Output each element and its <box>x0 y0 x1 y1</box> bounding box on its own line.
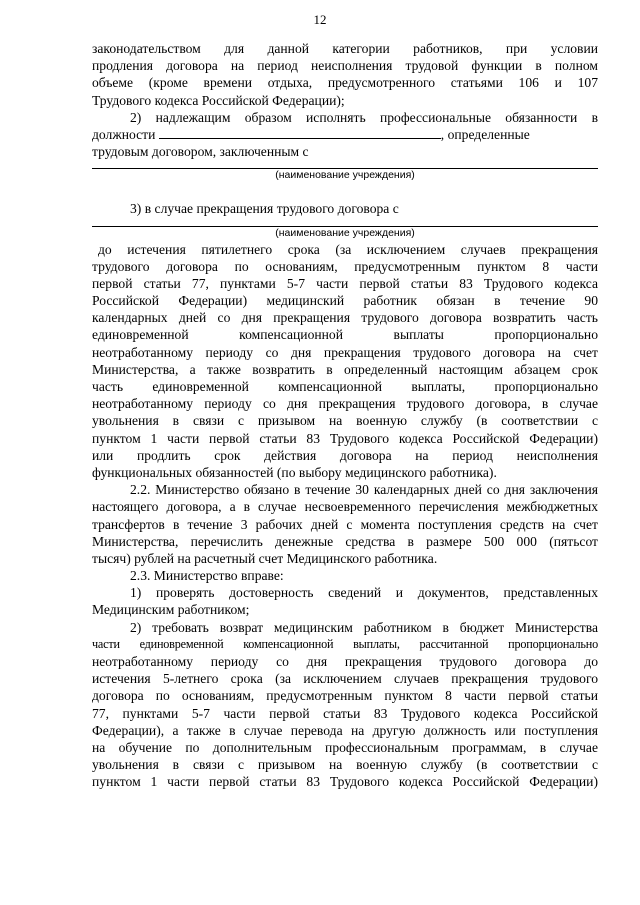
page-number: 12 <box>313 12 327 27</box>
section-heading: 2.3. Министерство вправе: <box>130 568 284 584</box>
text-line: пунктом 1 части первой статьи 83 Трудового кодекса Российской Федерации) <box>92 774 598 790</box>
text-line: 2.2. Министерство обязано в течение 30 календарных дней со дня заключения <box>130 482 598 498</box>
text-line: первой статьи 77, пунктами 5-7 части первой статьи 83 Трудового кодекса <box>92 275 598 291</box>
text-line: настоящего договора, а в случае несвоевременного перечисления межбюджетных <box>92 499 598 515</box>
text-line: Федерации), а также в случае перевода на другую должность или поступления <box>92 722 598 738</box>
text-line: Министерства, а также возвратить в определенный настоящим абзацем срок <box>92 361 598 377</box>
text-line: 2) требовать возврат медицинским работником в бюджет Министерства <box>130 619 598 635</box>
item-2-3-2 <box>92 619 598 791</box>
position-label: должности <box>92 126 156 142</box>
text-line: Медицинским работником; <box>92 602 250 618</box>
text-line: увольнения в связи с призывом на военную службу (в соответствии с <box>92 757 598 773</box>
text-line: договора по основаниям, предусмотренным пунктом 8 части первой статьи <box>92 688 598 704</box>
text-line: неотработанному периоду со дня прекращения трудового договора, в случае <box>92 396 598 412</box>
text-line: трудовым договором, заключенным с <box>92 144 309 160</box>
text-line: продления договора на период неисполнения трудовой функции в полном <box>92 58 598 74</box>
text-line: части единовременной компенсационной выплаты, рассчитанной пропорционально <box>92 636 598 651</box>
text-line: Трудового кодекса Российской Федерации); <box>92 92 345 108</box>
text-line: или продлить срок действия договора на период неисполнения <box>92 447 598 463</box>
text-line: неотработанному периоду со дня прекращения трудового договора до <box>92 654 598 669</box>
text-line: 1) проверять достоверность сведений и документов, представленных <box>130 585 598 601</box>
text-line: тысяч) рублей на расчетный счет Медицинского работника. <box>92 550 438 566</box>
text-line: истечения 5-летнего срока (за исключением случаев прекращения трудового <box>92 671 598 687</box>
text-line: законодательством для данной категории работников, при условии <box>92 41 598 56</box>
text-line: функциональных обязанностей (по выбору медицинского работника). <box>92 464 497 480</box>
text-line: трансфертов в течение 3 рабочих дней с момента поступления средств на счет <box>92 516 598 532</box>
position-blank-field <box>159 126 441 139</box>
item-2-3-1 <box>92 584 598 618</box>
text-line: Министерства, перечислить денежные средства в размере 500 000 (пятьсот <box>92 533 598 549</box>
position-line <box>92 126 598 143</box>
heading-2-3 <box>92 567 598 584</box>
position-suffix: , определенные <box>440 126 530 142</box>
text-line: 77, пунктами 5-7 части первой статьи 83 Трудового кодекса Российской <box>92 705 598 721</box>
text-line: на обучение по дополнительным профессиональным программам, в случае <box>92 739 598 755</box>
text-line: увольнения в связи с призывом на военную службу (в соответствии с <box>92 413 598 429</box>
text-line: трудового договора по основаниям, предусмотренным пунктом 8 части <box>92 258 598 274</box>
text-line: 3) в случае прекращения трудового договора с <box>130 201 399 217</box>
paragraph-termination-terms <box>92 241 598 482</box>
institution-caption: (наименование учреждения) <box>275 226 415 239</box>
text-line: календарных дней со дня прекращения трудового договора возвратить часть <box>92 310 598 326</box>
text-line: часть единовременной компенсационной выплаты, пропорционально <box>92 379 598 394</box>
institution-caption: (наименование учреждения) <box>275 169 415 182</box>
text-line: неотработанному периоду со дня прекращения трудового договора на счет <box>92 344 598 360</box>
text-line: до истечения пятилетнего срока (за исключением случаев прекращения <box>98 241 598 257</box>
paragraph-legislation <box>92 40 598 109</box>
item-3-termination <box>92 200 598 240</box>
text-line: единовременной компенсационной выплаты пропорционально <box>92 327 598 343</box>
paragraph-2-2 <box>92 481 598 567</box>
text-line: 2) надлежащим образом исполнять профессиональные обязанности в <box>130 109 598 125</box>
text-line: пунктом 1 части первой статьи 83 Трудового кодекса Российской Федерации) <box>92 430 598 446</box>
document-body <box>92 40 598 791</box>
text-line: объеме (кроме времени отдыха, предусмотренного статьями 106 и 107 <box>92 75 598 91</box>
text-line: Российской Федерации) медицинский работник обязан в течение 90 <box>92 293 598 309</box>
item-2-duties <box>92 109 598 184</box>
